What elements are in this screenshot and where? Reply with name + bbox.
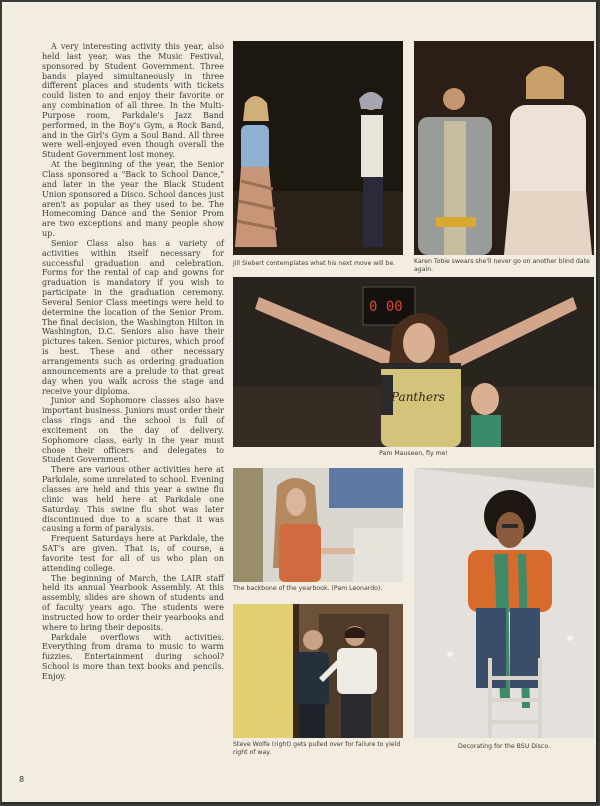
- paragraph-6: Frequent Saturdays here at Parkdale, the SAT's are given. That is, of course, a favorite test for all of us who plan on attending college.: [42, 534, 224, 573]
- photo-karen-tobie: [414, 41, 594, 255]
- paragraph-8: Parkdale overflows with activities. Everything from drama to music to warm fuzzies. Entertainment during school? School is more than text books and pencils. Enjoy.: [42, 632, 224, 681]
- paragraph-7: The beginning of March, the LAIR staff held its annual Yearbook Assembly. At this assembly, slides are shown of students and of faculty years ago. The students were instructed how to order their yearbooks and where to bring their deposits.: [42, 573, 224, 632]
- paragraph-4: Junior and Sophomore classes also have important business. Juniors must order their class rings and the school is full of excitement on the day of delivery. Sophomore class, early in the year must chose their officers and delegates to Student Government.: [42, 396, 224, 465]
- paragraph-5: There are various other activities here at Parkdale, some unrelated to school. Evening classes are held and this year a swine flu clinic was held here at Parkdale one Saturday. This swine flu shot was later discontinued due to a scare that it was causing a form of paralysis.: [42, 465, 224, 534]
- paragraph-3: Senior Class also has a variety of activities within itself necessary for successful graduation and celebration. Forms for the rental of cap and gowns for graduation is mandatory if you wish to participate in the graduation ceremony. Several Senior Class meetings were held to determine the location of the Senior Prom. The final decision, the Washington Hilton in Washington, D.C. Seniors also have their pictures taken. Senior pictures, which proof is best. These and other necessary arrangements such as ordering graduation announcements are a prelude to that great day when you walk across the stage and receive your diploma.: [42, 238, 224, 396]
- shirt-text: Panthers: [391, 390, 445, 404]
- caption-pam-leonardo: The backbone of the yearbook. (Pam Leonardo).: [233, 585, 383, 592]
- caption-jill-siebert: Jill Siebert contemplates what his next move will be.: [233, 260, 396, 267]
- caption-steve-wolfe: Steve Wolfe (right) gets pulled over for failure to yield right of way.: [233, 741, 401, 756]
- photo-disco-decorating: [414, 468, 594, 738]
- caption-disco-decorating: Decorating for the BSU Disco.: [458, 743, 550, 750]
- page-number: 8: [19, 775, 25, 784]
- photo-pam-leonardo: [233, 468, 403, 582]
- scoreboard-text: 0 00: [369, 299, 403, 315]
- caption-pam-mauseen: Pam Mauseen, fly me!: [379, 450, 448, 457]
- photo-pam-mauseen: [233, 277, 594, 447]
- caption-karen-tobie: Karen Tobie swears she'll never go on another blind date again.: [414, 258, 590, 273]
- paragraph-1: A very interesting activity this year, also held last year, was the Music Festival, sponsored by Student Government. Three bands played simultaneously in three different places and students with tickets could listen to and enjoy their favorite or any combination of all three. In the Multi-Purpose room, Parkdale's Jazz Band performed, in the Boy's Gym, a Rock Band, and in the Girl's Gym a Soul Band. All three were well-enjoyed even though overall the Student Government lost money.: [42, 42, 224, 160]
- photo-steve-wolfe: [233, 604, 403, 738]
- yearbook-page: [2, 2, 598, 804]
- article-text: [42, 42, 224, 682]
- photo-jill-siebert: [233, 41, 403, 255]
- paragraph-2: At the beginning of the year, the Senior Class sponsored a "Back to School Dance," and later in the year the Black Student Union sponsored a Disco. School dances just aren't as popular as they used to be. The Homecoming Dance and the Senior Prom are two exceptions and many people show up.: [42, 160, 224, 239]
